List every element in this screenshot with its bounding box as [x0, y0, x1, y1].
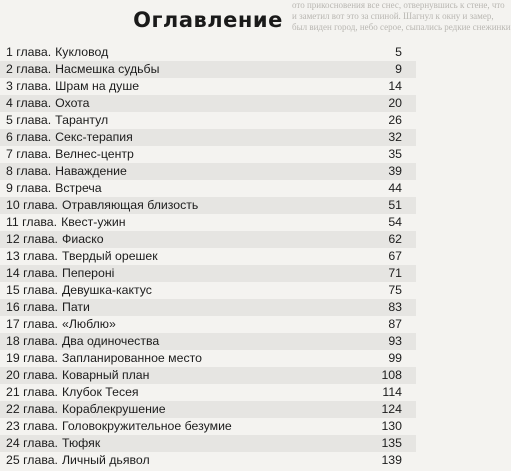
chapter-title: Наваждение	[55, 164, 127, 178]
chapter-number: 15 глава.	[6, 283, 58, 297]
toc-entry	[0, 180, 416, 197]
chapter-number: 10 глава.	[6, 198, 58, 212]
chapter-title: Велнес-центр	[55, 147, 134, 161]
page-number: 135	[381, 436, 402, 450]
page-title: Оглавление	[133, 8, 283, 32]
page-number: 130	[381, 419, 402, 433]
chapter-title: Запланированное место	[61, 351, 202, 365]
page-number: 99	[388, 351, 402, 365]
toc-entry	[0, 265, 416, 282]
page-number: 87	[388, 317, 402, 331]
chapter-title: Твердый орешек	[61, 249, 158, 263]
chapter-title: Пати	[61, 300, 90, 314]
toc-entry	[0, 299, 416, 316]
toc-entry	[0, 129, 416, 146]
chapter-number: 3 глава.	[6, 79, 52, 93]
toc-entry	[0, 384, 416, 401]
chapter-title: Пепероні	[61, 266, 115, 280]
chapter-number: 1 глава.	[6, 45, 52, 59]
toc-entry	[0, 248, 416, 265]
page-number: 51	[388, 198, 402, 212]
bleed-through-line: и заметил вот это за спиной. Шагнул к окну и замер,	[292, 11, 494, 21]
page-number: 124	[381, 402, 402, 416]
toc-entry	[0, 401, 416, 418]
toc-entry	[0, 197, 416, 214]
bleed-through-line: был виден город, небо серое, сыпались редкие снежинки	[292, 22, 511, 32]
chapter-title: Два одиночества	[61, 334, 160, 348]
toc-entry	[0, 61, 416, 78]
toc-entry	[0, 316, 416, 333]
toc-entry	[0, 231, 416, 248]
page-number: 44	[388, 181, 402, 195]
page-number: 32	[388, 130, 402, 144]
chapter-number: 9 глава.	[6, 181, 52, 195]
chapter-title: Клубок Тесея	[61, 385, 139, 399]
chapter-title: «Люблю»	[61, 317, 116, 331]
chapter-title: Шрам на душе	[55, 79, 140, 93]
page-number: 54	[388, 215, 402, 229]
page-number: 67	[388, 249, 402, 263]
page-number: 75	[388, 283, 402, 297]
chapter-number: 5 глава.	[6, 113, 52, 127]
chapter-title: Охота	[55, 96, 90, 110]
chapter-number: 4 глава.	[6, 96, 52, 110]
chapter-number: 11 глава.	[6, 215, 58, 229]
chapter-number: 6 глава.	[6, 130, 52, 144]
chapter-number: 8 глава.	[6, 164, 52, 178]
toc-entry	[0, 418, 416, 435]
toc-entry	[0, 44, 416, 61]
toc-entry	[0, 350, 416, 367]
page-number: 71	[388, 266, 402, 280]
toc-entry	[0, 95, 416, 112]
chapter-number: 14 глава.	[6, 266, 58, 280]
page-number: 83	[388, 300, 402, 314]
page-number: 20	[388, 96, 402, 110]
chapter-title: Фиаско	[61, 232, 104, 246]
chapter-number: 19 глава.	[6, 351, 58, 365]
chapter-number: 13 глава.	[6, 249, 58, 263]
toc-entry	[0, 112, 416, 129]
chapter-title: Квест-ужин	[61, 215, 126, 229]
page-number: 26	[388, 113, 402, 127]
chapter-number: 21 глава.	[6, 385, 58, 399]
chapter-title: Отравляющая близость	[61, 198, 199, 212]
chapter-title: Секс-терапия	[55, 130, 133, 144]
page-number: 14	[388, 79, 402, 93]
page-number: 114	[382, 385, 402, 399]
chapter-title: Тарантул	[55, 113, 109, 127]
chapter-number: 16 глава.	[6, 300, 58, 314]
chapter-number: 7 глава.	[6, 147, 52, 161]
chapter-title: Тюфяк	[61, 436, 101, 450]
chapter-title: Девушка-кактус	[61, 283, 152, 297]
chapter-number: 20 глава.	[6, 368, 58, 382]
chapter-number: 22 глава.	[6, 402, 58, 416]
toc-entry	[0, 163, 416, 180]
page-number: 62	[388, 232, 402, 246]
toc-entry	[0, 452, 416, 469]
page-number: 139	[381, 453, 402, 467]
chapter-title: Насмешка судьбы	[55, 62, 160, 76]
toc-entry	[0, 282, 416, 299]
chapter-title: Кукловод	[55, 45, 109, 59]
page-number: 93	[388, 334, 402, 348]
table-of-contents	[0, 44, 416, 469]
toc-entry	[0, 367, 416, 384]
toc-entry	[0, 146, 416, 163]
chapter-number: 2 глава.	[6, 62, 52, 76]
page-number: 108	[381, 368, 402, 382]
chapter-title: Встреча	[55, 181, 102, 195]
chapter-title: Кораблекрушение	[61, 402, 166, 416]
chapter-number: 25 глава.	[6, 453, 58, 467]
chapter-title: Коварный план	[61, 368, 150, 382]
chapter-title: Головокружительное безумие	[61, 419, 232, 433]
chapter-number: 23 глава.	[6, 419, 58, 433]
chapter-number: 18 глава.	[6, 334, 58, 348]
page-number: 35	[388, 147, 402, 161]
bleed-through-line: ото прикосновения все снес, отвернувшись к стене, что	[292, 0, 505, 10]
chapter-number: 17 глава.	[6, 317, 58, 331]
toc-entry	[0, 78, 416, 95]
toc-entry	[0, 333, 416, 350]
toc-entry	[0, 435, 416, 452]
chapter-number: 24 глава.	[6, 436, 58, 450]
page-number: 5	[395, 45, 402, 59]
page-number: 39	[388, 164, 402, 178]
page-number: 9	[395, 62, 402, 76]
chapter-number: 12 глава.	[6, 232, 58, 246]
chapter-title: Личный дьявол	[61, 453, 150, 467]
toc-entry	[0, 214, 416, 231]
